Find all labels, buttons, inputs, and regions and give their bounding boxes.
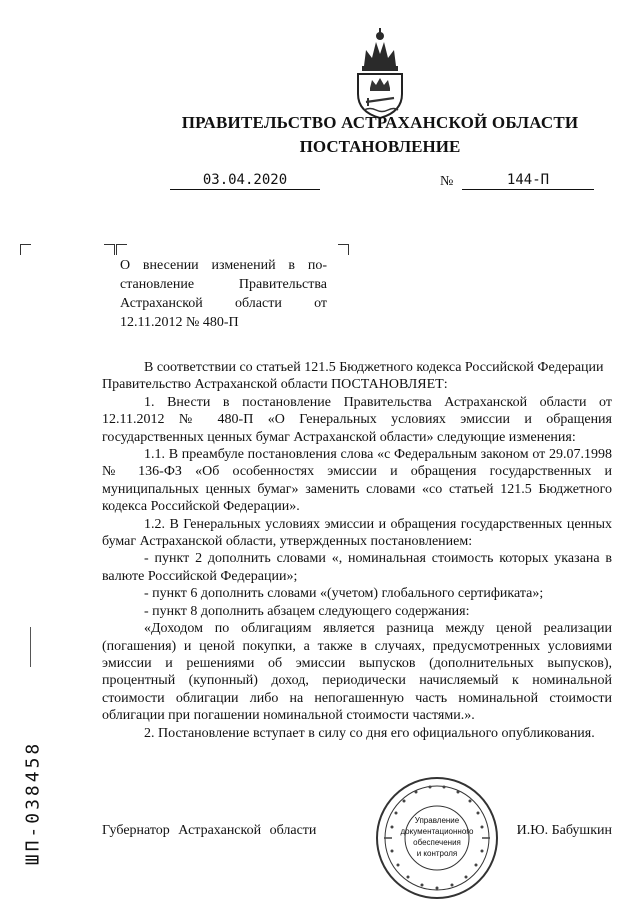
subject-line: Астраханской области от <box>120 296 327 311</box>
body-paragraph: - пункт 8 дополнить абзацем следующего содержания: <box>144 603 470 619</box>
stamp-line: обеспечения <box>413 838 461 847</box>
margin-line <box>30 627 31 667</box>
stamp-line: и контроля <box>416 849 458 858</box>
body-paragraph: 1.1. В преамбуле постановления слова «с Федеральным законом от 29.07.1998 № 136-ФЗ «Об особенностях эмиссии и обращения государственных и муниципальных ценных бумаг» заменить словами «со статьей 121.5 Бюджетного кодекса Российской Федерации». <box>102 447 612 515</box>
corner-mark-subject-left <box>104 244 115 255</box>
subject-line: О внесении изменений в по- <box>120 258 327 273</box>
document-number: 144-П <box>462 172 594 190</box>
body-paragraph: 2. Постановление вступает в силу со дня его официального опубликования. <box>144 725 595 741</box>
signatory-position: Губернатор Астраханской области <box>102 823 317 838</box>
side-serial-code <box>18 718 48 888</box>
body-paragraph: «Доходом по облигациям является разница между ценой реализации (погашения) и ценой покупки, а также в случаях, предусмотренных условиями эмиссии и решениями об эмиссии выпусков (дополнительных выпусков), процентный (купонный) доход, периодически начисляемый к номинальной стоимости облигации либо на непогашенную часть номинальной стоимости облигации при погашении номинальной стоимости частями.». <box>102 621 612 724</box>
document-type: ПОСТАНОВЛЕНИЕ <box>299 137 461 156</box>
corner-mark-subject-right <box>338 244 349 255</box>
side-code-text: ШП-038458 <box>22 740 44 866</box>
body-paragraph: - пункт 6 дополнить словами «(учетом) глобального сертификата»; <box>144 586 544 602</box>
subject-line: 12.11.2012 № 480-П <box>120 315 239 330</box>
number-sign: № <box>440 174 454 189</box>
body-paragraph: 1. Внести в постановление Правительства Астраханской области от 12.11.2012 № 480-П «О Генеральных условиях эмиссии и обращения государственных ценных бумаг Астраханской области» следующие изменения: <box>102 394 612 445</box>
signatory-name: И.Ю. Бабушкин <box>516 823 612 838</box>
stamp-text <box>395 815 479 859</box>
corner-mark-left <box>20 244 31 255</box>
stamp-line: Управление <box>414 816 460 825</box>
astrakhan-coat-of-arms-icon <box>350 28 410 120</box>
document-subject <box>120 256 327 332</box>
document-body <box>102 359 612 742</box>
body-paragraph: В соответствии со статьей 121.5 Бюджетного кодекса Российской Федерации <box>144 360 604 375</box>
stamp-line: документационного <box>400 827 474 836</box>
document-date: 03.04.2020 <box>170 172 320 190</box>
body-paragraph: 1.2. В Генеральных условиях эмиссии и обращения государственных ценных бумаг Астраханской области, утвержденных постановлением: <box>102 516 612 550</box>
corner-mark-subject-inner <box>116 244 127 255</box>
government-name: ПРАВИТЕЛЬСТВО АСТРАХАНСКОЙ ОБЛАСТИ <box>181 113 579 132</box>
body-paragraph: Правительство Астраханской области ПОСТАНОВЛЯЕТ: <box>102 377 448 393</box>
body-paragraph: - пункт 2 дополнить словами «, номинальная стоимость которых указана в валюте Российской Федерации»; <box>102 551 612 584</box>
subject-line: становление Правительства <box>120 277 327 292</box>
